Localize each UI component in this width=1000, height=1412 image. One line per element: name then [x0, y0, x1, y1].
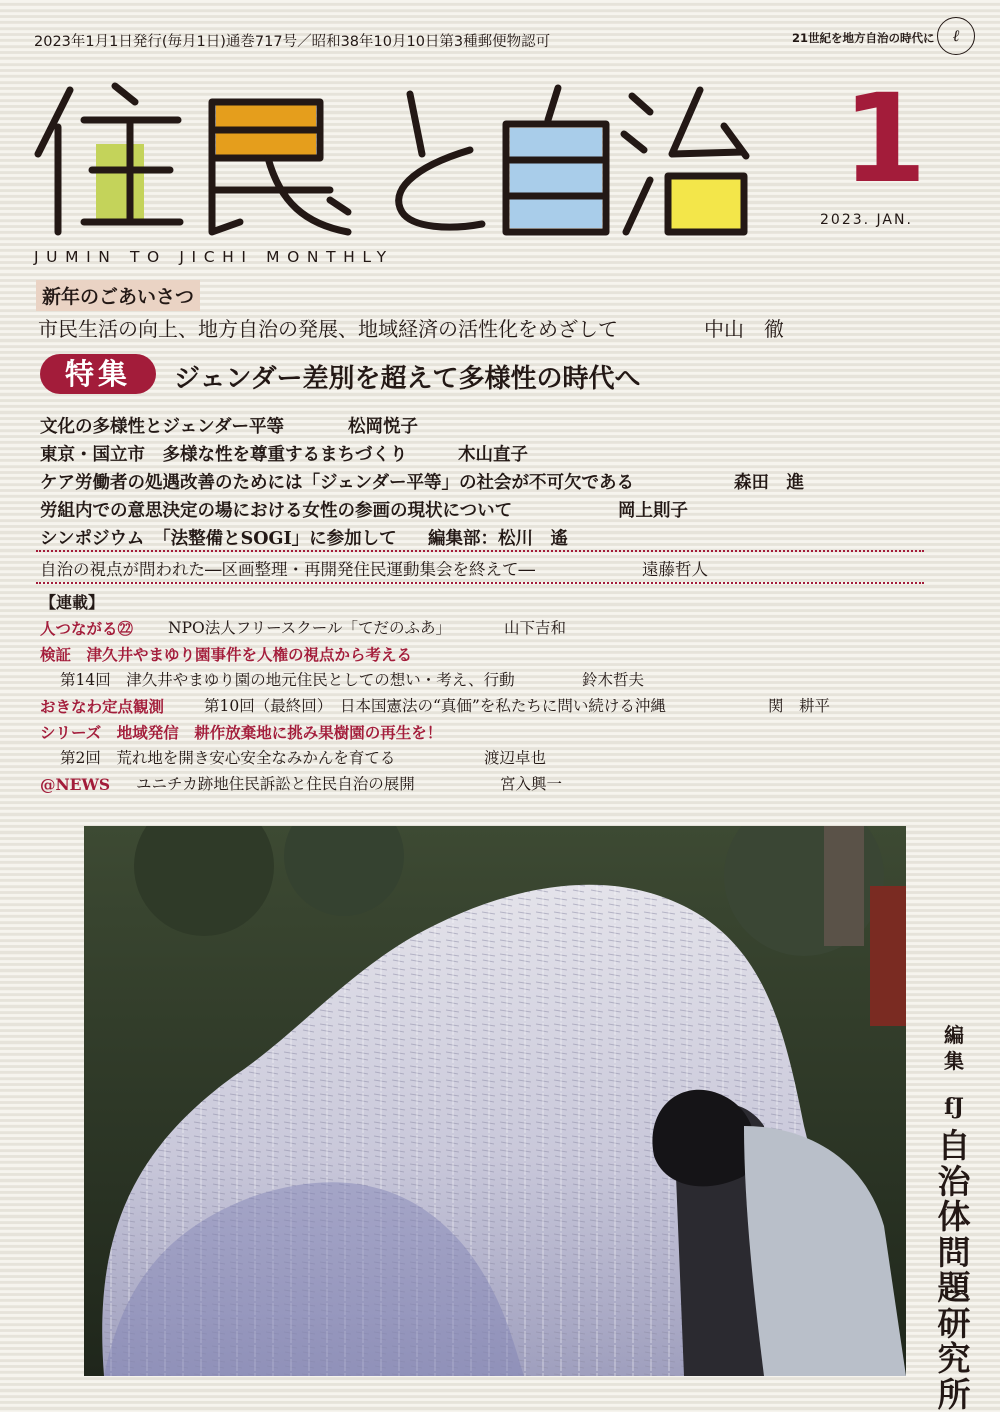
report-title: 自治の視点が問われた―区画整理・再開発住民運動集会を終えて―: [40, 560, 535, 579]
masthead-title-logo: [30, 72, 750, 242]
special-article: [40, 442, 980, 470]
article-author: 松岡悦子: [348, 417, 418, 437]
serial-label: 検証 津久井やまゆり園事件を人権の視点から考える: [40, 645, 413, 664]
article-author: 森田 進: [734, 473, 804, 493]
corner-logo-icon: ℓ: [937, 17, 975, 55]
serial-row: [40, 694, 980, 720]
publisher-name: 自 治 体 問 題 研 究 所: [937, 1126, 971, 1412]
special-article: [40, 414, 980, 442]
serial-row: [40, 616, 980, 642]
serial-author: 渡辺卓也: [484, 749, 547, 767]
article-title: ケア労働者の処遇改善のためには「ジェンダー平等」の社会が不可欠である: [40, 473, 634, 493]
title-block-ji: [510, 128, 602, 228]
serial-row: [40, 720, 980, 746]
serial-row: [40, 642, 980, 668]
greeting-line: [38, 313, 968, 342]
special-article: [40, 470, 980, 498]
article-author: 木山直子: [458, 445, 528, 465]
edit-label: 編 集: [944, 1023, 964, 1073]
serial-label: シリーズ 地域発信 耕作放棄地に挑み果樹園の再生を！: [40, 723, 443, 742]
serial-title: 第2回 荒れ地を開き安心安全なみかんを育てる: [60, 749, 396, 767]
issue-number: 1: [842, 68, 927, 210]
article-author: 編集部：松川 遙: [428, 529, 568, 549]
greeting-author: 中山 徹: [704, 317, 784, 341]
special-badge: 特集: [40, 354, 156, 394]
serial-label: @NEWS: [40, 775, 111, 794]
cover-photo: [84, 826, 906, 1376]
serial-row: [40, 772, 980, 798]
greeting-label: 新年のごあいさつ: [36, 280, 200, 311]
article-title: シンポジウム 「法整備とSOGI」に参加して: [40, 529, 397, 549]
divider: [36, 582, 924, 584]
title-block-chi: [670, 176, 742, 232]
serial-heading: 【連載】: [40, 593, 105, 612]
report-author: 遠藤哲人: [642, 560, 708, 579]
tagline: 21世紀を地方自治の時代に: [792, 31, 935, 45]
divider: [36, 550, 924, 552]
serial-title: 第14回 津久井やまゆり園の地元住民としての想い・考え、行動: [60, 671, 515, 689]
serial-title: 第10回（最終回） 日本国憲法の“真価”を私たちに問い続ける沖縄: [204, 697, 666, 715]
article-title: 東京・国立市 多様な性を尊重するまちづくり: [40, 445, 408, 465]
article-author: 岡上則子: [618, 501, 688, 521]
cover-photo-illustration: [84, 826, 906, 1376]
issue-info: 2023年1月1日発行(毎月1日)通巻717号／昭和38年10月10日第3種郵便物認可: [34, 34, 551, 50]
serial-label: 人つながる㉒: [40, 619, 134, 638]
serial-title: NPO法人フリースクール「てだのふあ」: [168, 619, 451, 637]
greeting-title: 市民生活の向上、地方自治の発展、地域経済の活性化をめざして: [38, 317, 618, 341]
publisher-logo: fJ: [944, 1094, 964, 1120]
serial-row: [40, 668, 980, 694]
masthead-romaji: JUMIN TO JICHI MONTHLY: [34, 248, 394, 266]
serial-label: おきなわ定点観測: [40, 697, 165, 716]
serial-author: 鈴木哲夫: [582, 671, 645, 689]
special-article-list: [40, 414, 980, 554]
serial-author: 関 耕平: [768, 697, 831, 715]
serial-list: [40, 616, 980, 798]
serial-row: [40, 746, 980, 772]
article-title: 労組内での意思決定の場における女性の参画の現状について: [40, 501, 513, 521]
article-title: 文化の多様性とジェンダー平等: [40, 417, 284, 437]
special-article: [40, 498, 980, 526]
serial-author: 宮入興一: [500, 775, 563, 793]
report-line: [40, 556, 940, 580]
serial-author: 山下吉和: [504, 619, 567, 637]
title-block-ju: [96, 144, 144, 224]
special-title: ジェンダー差別を超えて多様性の時代へ: [174, 364, 641, 394]
issue-date: 2023. JAN.: [820, 212, 913, 228]
serial-title: ユニチカ跡地住民訴訟と住民自治の展開: [136, 775, 415, 793]
